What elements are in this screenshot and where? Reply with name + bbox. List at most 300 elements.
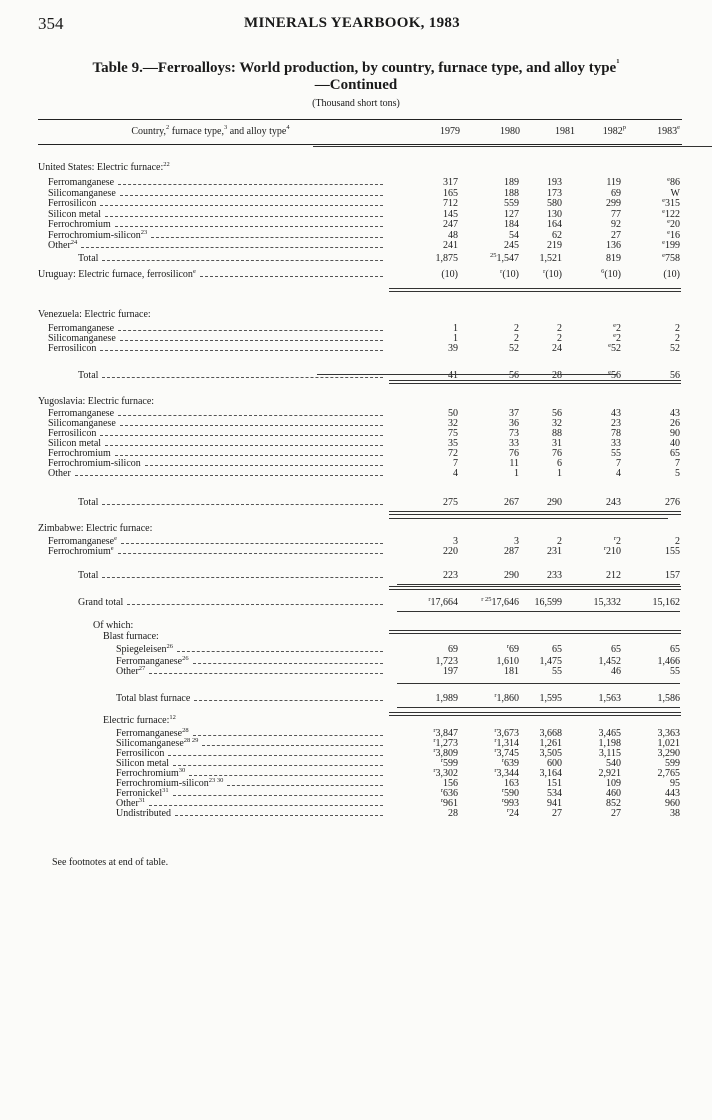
table-cell: $^r$1,273	[433, 737, 458, 749]
table-cell: $^e$2	[613, 332, 621, 344]
table-cell: 1,198	[598, 738, 621, 749]
table-cell: (10)	[441, 269, 458, 280]
column-header-label: Country,$^2$ furnace type,$^3$ and alloy type$^4$	[131, 124, 290, 137]
table-cell: 1,595	[539, 693, 562, 704]
table-cell: 33	[509, 438, 519, 449]
table-cell: 220	[443, 546, 458, 557]
table-cell: 28	[448, 808, 458, 819]
table-cell: 46	[611, 666, 621, 677]
table-cell: 40	[670, 438, 680, 449]
row-label: Ferrochromium	[48, 219, 111, 230]
row-leader	[115, 226, 383, 227]
table-cell: $^r$590	[501, 787, 519, 799]
table-cell: 3,363	[657, 728, 680, 739]
table-cell: 69	[448, 644, 458, 655]
row-leader	[202, 745, 383, 746]
table-cell: $^6$(10)	[601, 268, 621, 280]
table-cell: $^e$2	[613, 322, 621, 334]
table-row	[38, 163, 682, 173]
table-cell: 2	[514, 333, 519, 344]
table-cell: 3,164	[539, 768, 562, 779]
table-cell: 1,466	[657, 656, 680, 667]
row-leader	[100, 435, 383, 436]
table-cell: 1	[453, 333, 458, 344]
sum-rule	[397, 611, 680, 612]
table-cell: 852	[606, 798, 621, 809]
table-cell: 2,765	[657, 768, 680, 779]
table-cell: 2	[514, 323, 519, 334]
table-cell: 173	[547, 188, 562, 199]
table-cell: 1,521	[539, 253, 562, 264]
table-title-line1: Table 9.—Ferroalloys: World production, by country, furnace type, and alloy type	[92, 60, 617, 76]
table-cell: $^r$599	[440, 757, 458, 769]
table-cell: 1,723	[435, 656, 458, 667]
table-cell: 62	[552, 230, 562, 241]
row-leader	[102, 377, 383, 378]
table-cell: 241	[443, 240, 458, 251]
table-title-line2: —Continued	[314, 77, 398, 93]
table-cell: 151	[547, 778, 562, 789]
row-label: Total	[78, 253, 99, 264]
row-leader	[189, 775, 383, 776]
table-cell: W	[670, 188, 680, 199]
table-cell: 136	[606, 240, 621, 251]
row-leader	[120, 195, 383, 196]
table-title-footnote: 1	[616, 58, 620, 65]
table-cell: 32	[552, 418, 562, 429]
page-number: 354	[38, 14, 64, 33]
table-cell: 188	[504, 188, 519, 199]
row-leader	[120, 340, 383, 341]
table-cell: 184	[504, 219, 519, 230]
row-leader	[105, 216, 383, 217]
table-cell: 109	[606, 778, 621, 789]
table-cell: 2	[675, 536, 680, 547]
table-cell: 52	[509, 343, 519, 354]
row-label: Undistributed	[116, 808, 171, 819]
table-row	[38, 547, 682, 557]
table-cell: 72	[448, 448, 458, 459]
row-leader	[177, 651, 383, 652]
table-cell: 38	[670, 808, 680, 819]
table-cell: 7	[616, 458, 621, 469]
table-cell: $^r$1,860	[494, 692, 519, 704]
table-cell: $^r$210	[603, 545, 621, 557]
table-cell: 130	[547, 209, 562, 220]
row-leader	[194, 700, 383, 701]
table-row	[38, 189, 682, 199]
table-cell: 32	[448, 418, 458, 429]
table-cell: $^r$636	[440, 787, 458, 799]
table-cell: 27	[611, 230, 621, 241]
row-label: Venezuela: Electric furnace:	[38, 309, 151, 320]
sum-rule	[397, 707, 680, 708]
table-cell: 145	[443, 209, 458, 220]
row-label: Total	[78, 370, 99, 381]
table-row	[38, 459, 682, 469]
total-double-rule	[389, 712, 681, 716]
table-cell: 65	[611, 644, 621, 655]
row-label: Ferromanganese	[48, 323, 115, 334]
table-cell: 712	[443, 198, 458, 209]
table-title	[40, 60, 672, 94]
table-cell: $^r$17,664	[428, 596, 458, 608]
table-cell: 76	[509, 448, 519, 459]
table-cell: 95	[670, 778, 680, 789]
table-cell: 181	[504, 666, 519, 677]
table-row	[38, 809, 682, 819]
table-cell: 460	[606, 788, 621, 799]
table-cell: 600	[547, 758, 562, 769]
table-cell: 231	[547, 546, 562, 557]
row-leader	[81, 247, 383, 248]
table-cell: 534	[547, 788, 562, 799]
row-leader	[173, 795, 383, 796]
table-cell: 1,452	[598, 656, 621, 667]
table-row	[38, 324, 682, 334]
row-label: Ferrosilicon	[48, 343, 97, 354]
table-cell: 73	[509, 428, 519, 439]
row-label: Yugoslavia: Electric furnace:	[38, 396, 155, 407]
table-cell: 599	[665, 758, 680, 769]
row-leader	[151, 237, 383, 238]
row-leader	[149, 673, 383, 674]
row-label: Ferrochromium$^e$	[48, 545, 114, 557]
table-row	[38, 241, 682, 251]
table-row	[38, 667, 682, 677]
table-row	[38, 537, 682, 547]
table-cell: 55	[670, 666, 680, 677]
table-cell: 212	[606, 570, 621, 581]
row-leader	[168, 755, 383, 756]
table-cell: 5	[675, 468, 680, 479]
column-header	[38, 126, 682, 140]
table-cell: 43	[611, 408, 621, 419]
column-header-year: 1979	[440, 126, 460, 137]
table-cell: 41	[448, 370, 458, 381]
table-row	[38, 397, 682, 407]
table-cell: 31	[552, 438, 562, 449]
row-leader	[102, 504, 383, 505]
running-title: MINERALS YEARBOOK, 1983	[244, 15, 460, 31]
row-leader	[75, 475, 383, 476]
table-cell: 36	[509, 418, 519, 429]
table-cell: 559	[504, 198, 519, 209]
row-label: Ferrosilicon	[48, 198, 97, 209]
table-cell: 4	[453, 468, 458, 479]
table-cell: 1	[453, 323, 458, 334]
table-cell: 6	[557, 458, 562, 469]
row-label: United States: Electric furnace:$^{22}$	[38, 161, 170, 173]
table-cell: $^r$3,745	[494, 747, 519, 759]
table-cell: 50	[448, 408, 458, 419]
table-cell: 1,563	[598, 693, 621, 704]
row-label: Silicon metal	[48, 209, 102, 220]
table-cell: 27	[611, 808, 621, 819]
row-leader	[149, 805, 383, 806]
table-cell: 1	[514, 468, 519, 479]
row-leader	[193, 663, 383, 664]
column-header-year: 1981	[555, 126, 575, 137]
row-label: Ferrochromium$^{30}$	[116, 767, 186, 779]
table-cell: $^r$639	[501, 757, 519, 769]
table-cell: 52	[670, 343, 680, 354]
table-cell: 223	[443, 570, 458, 581]
table-cell: 88	[552, 428, 562, 439]
table-cell: 24	[552, 343, 562, 354]
row-label: Ferromanganese	[48, 408, 115, 419]
table-cell: $^r$993	[501, 797, 519, 809]
table-cell: 164	[547, 219, 562, 230]
table-cell: 1,989	[435, 693, 458, 704]
table-row	[38, 344, 682, 354]
table-cell: 56	[670, 370, 680, 381]
table-cell: 267	[504, 497, 519, 508]
table-cell: 317	[443, 177, 458, 188]
table-cell: 55	[552, 666, 562, 677]
column-header-rule	[38, 144, 682, 145]
row-label: Ferrochromium	[48, 448, 111, 459]
table-cell: 26	[670, 418, 680, 429]
footnote-note: See footnotes at end of table.	[52, 857, 169, 868]
table-cell: 3,290	[657, 748, 680, 759]
table-cell: $^r$3,847	[433, 727, 458, 739]
table-cell: 3,115	[598, 748, 621, 759]
table-cell: $^e$20	[667, 218, 680, 230]
table-cell: 4	[616, 468, 621, 479]
table-cell: 76	[552, 448, 562, 459]
row-leader	[145, 465, 383, 466]
table-cell: $^e$199	[662, 239, 680, 251]
row-label: Silicomanganese	[48, 188, 116, 199]
table-cell: 65	[670, 448, 680, 459]
row-label: Uruguay: Electric furnace, ferrosilicon$^e$	[38, 268, 196, 280]
table-cell: $^e$122	[662, 208, 680, 220]
table-cell: $^e$758	[662, 252, 680, 264]
row-label: Other	[48, 468, 71, 479]
row-label: Other$^{27}$	[116, 665, 146, 677]
table-row	[38, 524, 682, 534]
table-cell: 28	[552, 370, 562, 381]
table-cell: 90	[670, 428, 680, 439]
table-row	[38, 498, 682, 508]
sum-rule	[397, 683, 680, 684]
row-leader	[120, 425, 383, 426]
table-cell: 3,465	[598, 728, 621, 739]
row-label: Grand total	[78, 597, 124, 608]
table-cell: 290	[504, 570, 519, 581]
row-leader	[102, 260, 383, 261]
table-cell: $^r$1,314	[494, 737, 519, 749]
table-cell: 299	[606, 198, 621, 209]
table-cell: 7	[675, 458, 680, 469]
table-cell: $^e$56	[608, 369, 621, 381]
table-row	[38, 429, 682, 439]
table-cell: $^e$16	[667, 229, 680, 241]
table-cell: 2	[557, 323, 562, 334]
table-cell: 11	[509, 458, 519, 469]
table-cell: 48	[448, 230, 458, 241]
table-cell: 56	[552, 408, 562, 419]
row-label: Zimbabwe: Electric furnace:	[38, 523, 153, 534]
row-leader	[118, 415, 383, 416]
table-cell: $^r$(10)	[543, 268, 562, 280]
total-double-rule	[389, 586, 681, 590]
table-cell: 78	[611, 428, 621, 439]
table-top-rule	[38, 119, 682, 120]
table-cell: 23	[611, 418, 621, 429]
table-cell: 92	[611, 219, 621, 230]
table-row	[38, 409, 682, 419]
table-cell: 941	[547, 798, 562, 809]
table-row	[38, 210, 682, 220]
column-header-year: 1983e	[657, 124, 680, 137]
table-cell: 157	[665, 570, 680, 581]
total-double-rule	[389, 511, 681, 515]
table-cell: 16,599	[534, 597, 562, 608]
table-row	[38, 310, 682, 320]
table-cell: $^e$52	[608, 342, 621, 354]
row-label: Ferronickel$^{31}$	[116, 787, 169, 799]
table-units: (Thousand short tons)	[312, 98, 400, 109]
table-cell: 233	[547, 570, 562, 581]
table-cell: $^r$69	[506, 643, 519, 655]
table-row	[38, 254, 682, 264]
row-label: Other$^{31}$	[116, 797, 146, 809]
table-cell: 1,586	[657, 693, 680, 704]
row-leader	[118, 553, 383, 554]
table-cell: 2,921	[598, 768, 621, 779]
row-label: Total blast furnace	[116, 693, 191, 704]
table-cell: 15,162	[652, 597, 680, 608]
table-cell: 189	[504, 177, 519, 188]
row-label: Of which:	[93, 620, 134, 631]
table-cell: 56	[509, 370, 519, 381]
table-cell: 165	[443, 188, 458, 199]
column-header-year: 1982$^p$	[602, 124, 626, 137]
table-cell: $^e$315	[662, 197, 680, 209]
table-row	[38, 270, 682, 280]
table-row	[38, 571, 682, 581]
row-label: Ferromanganese$^e$	[48, 535, 117, 547]
table-cell: 65	[552, 644, 562, 655]
row-label: Ferrochromium-silicon$^{23}$	[48, 229, 148, 241]
table-cell: 960	[665, 798, 680, 809]
table-cell: 37	[509, 408, 519, 419]
table-cell: $^e$86	[667, 176, 680, 188]
table-cell: 3,668	[539, 728, 562, 739]
table-row	[38, 220, 682, 230]
total-double-rule	[389, 288, 681, 292]
table-cell: 39	[448, 343, 458, 354]
table-cell: $^r$24	[506, 807, 519, 819]
table-cell: (10)	[663, 269, 680, 280]
row-label: Blast furnace:	[103, 631, 159, 642]
table-cell: 819	[606, 253, 621, 264]
row-leader	[118, 184, 383, 185]
row-leader	[115, 455, 383, 456]
table-cell: 55	[611, 448, 621, 459]
table-cell: 35	[448, 438, 458, 449]
row-leader	[100, 205, 383, 206]
row-leader	[105, 445, 383, 446]
row-label: Ferromanganese$^{26}$	[116, 655, 189, 667]
table-cell: 245	[504, 240, 519, 251]
table-cell: 290	[547, 497, 562, 508]
table-cell: 2	[557, 536, 562, 547]
table-cell: 197	[443, 666, 458, 677]
table-row	[38, 716, 682, 726]
table-cell: 247	[443, 219, 458, 230]
table-cell: 193	[547, 177, 562, 188]
table-row	[38, 178, 682, 188]
row-leader	[175, 815, 383, 816]
sum-rule	[389, 518, 668, 519]
table-cell: 580	[547, 198, 562, 209]
row-label: Ferromanganese$^{28}$	[116, 727, 189, 739]
table-row	[38, 598, 682, 608]
page-header	[38, 14, 666, 38]
row-leader	[100, 350, 383, 351]
table-cell: 276	[665, 497, 680, 508]
table-cell: 155	[665, 546, 680, 557]
table-cell: 27	[552, 808, 562, 819]
table-cell: 1,875	[435, 253, 458, 264]
table-cell: 287	[504, 546, 519, 557]
table-cell: 2	[557, 333, 562, 344]
row-leader	[173, 765, 383, 766]
row-leader	[227, 785, 383, 786]
total-double-rule	[389, 630, 681, 634]
table-cell: 3,505	[539, 748, 562, 759]
table-cell: 1,261	[539, 738, 562, 749]
table-cell: $^r$961	[440, 797, 458, 809]
table-cell: $^r$3,302	[433, 767, 458, 779]
table-cell: 2	[675, 333, 680, 344]
table-cell: $^r$3,673	[494, 727, 519, 739]
table-cell: 69	[611, 188, 621, 199]
table-cell: 1,475	[539, 656, 562, 667]
row-label: Ferrosilicon	[116, 748, 165, 759]
table-cell: 275	[443, 497, 458, 508]
sum-rule	[397, 584, 680, 585]
row-label: Total	[78, 570, 99, 581]
row-leader	[102, 577, 383, 578]
table-cell: 33	[611, 438, 621, 449]
row-label: Silicon metal	[116, 758, 170, 769]
row-label: Silicomanganese	[48, 418, 116, 429]
row-label: Silicon metal	[48, 438, 102, 449]
table-cell: 1	[557, 468, 562, 479]
row-label: Total	[78, 497, 99, 508]
table-row	[38, 231, 682, 241]
total-double-rule	[389, 380, 681, 384]
table-cell: 119	[606, 177, 621, 188]
row-label: Silicomanganese	[48, 333, 116, 344]
table-cell: 54	[509, 230, 519, 241]
row-label: Silicomanganese$^{28 29}$	[116, 737, 199, 749]
column-header-year: 1980	[500, 126, 520, 137]
table-cell: 3	[514, 536, 519, 547]
table-cell: 3	[453, 536, 458, 547]
table-cell: 1,610	[496, 656, 519, 667]
table-cell: $^r$2	[613, 535, 621, 547]
row-label: Ferrochromium-silicon$^{23 30}$	[116, 777, 224, 789]
table-cell: $^r$3,344	[494, 767, 519, 779]
row-leader	[118, 330, 383, 331]
sum-rule	[313, 146, 712, 147]
table-row	[38, 439, 682, 449]
